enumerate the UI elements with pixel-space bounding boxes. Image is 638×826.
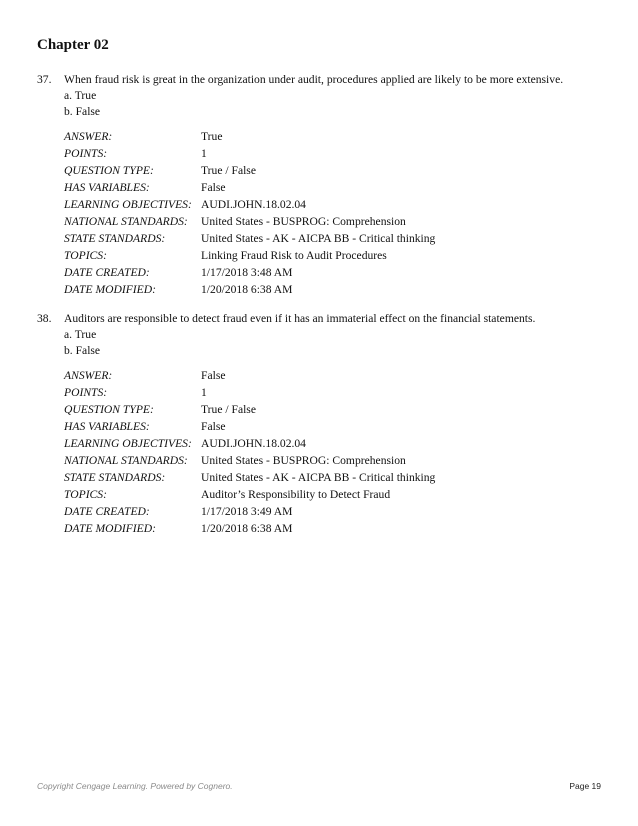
- meta-row-national-standards: [64, 213, 627, 230]
- meta-key: ANSWER:: [64, 369, 113, 382]
- meta-key: LEARNING OBJECTIVES:: [64, 198, 192, 211]
- question-text: When fraud risk is great in the organization under audit, procedures applied are likely to be more extensive.: [64, 73, 564, 86]
- meta-value: United States - AK - AICPA BB - Critical thinking: [201, 232, 436, 245]
- meta-key: DATE CREATED:: [64, 505, 150, 518]
- meta-row-question-type: [64, 162, 627, 179]
- meta-key: TOPICS:: [64, 488, 107, 501]
- meta-value: Auditor’s Responsibility to Detect Fraud: [201, 488, 391, 501]
- meta-row-date-created: [64, 264, 627, 281]
- meta-key: ANSWER:: [64, 130, 113, 143]
- meta-row-national-standards: [64, 452, 627, 469]
- question-number: 37.: [37, 73, 52, 86]
- meta-row-learning-objectives: [64, 435, 627, 452]
- meta-row-state-standards: [64, 230, 627, 247]
- meta-row-topics: [64, 486, 627, 503]
- meta-value: True / False: [201, 164, 256, 177]
- meta-key: POINTS:: [64, 386, 108, 399]
- meta-row-topics: [64, 247, 627, 264]
- meta-key: DATE CREATED:: [64, 266, 150, 279]
- meta-key: LEARNING OBJECTIVES:: [64, 437, 192, 450]
- meta-value: True: [201, 130, 223, 143]
- meta-value: 1: [201, 386, 207, 399]
- meta-value: True / False: [201, 403, 256, 416]
- question-stem: [37, 72, 627, 88]
- meta-row-learning-objectives: [64, 196, 627, 213]
- option-false: b. False: [64, 105, 101, 118]
- question-number: 38.: [37, 312, 52, 325]
- answer-options: [64, 327, 627, 359]
- meta-key: HAS VARIABLES:: [64, 420, 150, 433]
- meta-row-answer: [64, 128, 627, 145]
- meta-key: QUESTION TYPE:: [64, 164, 154, 177]
- meta-row-date-modified: [64, 281, 627, 298]
- page-footer: [37, 781, 601, 791]
- meta-value: 1/20/2018 6:38 AM: [201, 522, 293, 535]
- meta-key: TOPICS:: [64, 249, 107, 262]
- meta-row-answer: [64, 367, 627, 384]
- question-block: [37, 72, 627, 298]
- copyright-notice: Copyright Cengage Learning. Powered by Cognero.: [37, 781, 233, 791]
- meta-value: False: [201, 369, 226, 382]
- meta-value: Linking Fraud Risk to Audit Procedures: [201, 249, 387, 262]
- meta-row-points: [64, 384, 627, 401]
- page-number: Page 19: [569, 781, 601, 791]
- meta-key: QUESTION TYPE:: [64, 403, 154, 416]
- option-true: a. True: [64, 89, 97, 102]
- meta-value: 1: [201, 147, 207, 160]
- meta-row-state-standards: [64, 469, 627, 486]
- meta-value: 1/17/2018 3:48 AM: [201, 266, 293, 279]
- question-metadata: [64, 128, 627, 298]
- question-block: [37, 311, 627, 537]
- meta-value: United States - BUSPROG: Comprehension: [201, 454, 406, 467]
- meta-value: False: [201, 420, 226, 433]
- meta-row-question-type: [64, 401, 627, 418]
- question-text: Auditors are responsible to detect fraud even if it has an immaterial effect on the financial statements.: [64, 312, 536, 325]
- meta-value: 1/17/2018 3:49 AM: [201, 505, 293, 518]
- meta-key: STATE STANDARDS:: [64, 471, 166, 484]
- question-metadata: [64, 367, 627, 537]
- meta-key: NATIONAL STANDARDS:: [64, 215, 188, 228]
- meta-key: DATE MODIFIED:: [64, 283, 156, 296]
- meta-value: United States - BUSPROG: Comprehension: [201, 215, 406, 228]
- meta-row-date-created: [64, 503, 627, 520]
- meta-value: False: [201, 181, 226, 194]
- option-false: b. False: [64, 344, 101, 357]
- meta-value: 1/20/2018 6:38 AM: [201, 283, 293, 296]
- meta-key: POINTS:: [64, 147, 108, 160]
- option-true: a. True: [64, 328, 97, 341]
- meta-key: DATE MODIFIED:: [64, 522, 156, 535]
- meta-row-has-variables: [64, 179, 627, 196]
- meta-row-date-modified: [64, 520, 627, 537]
- meta-key: NATIONAL STANDARDS:: [64, 454, 188, 467]
- question-stem: [37, 311, 627, 327]
- meta-key: STATE STANDARDS:: [64, 232, 166, 245]
- meta-row-has-variables: [64, 418, 627, 435]
- meta-value: AUDI.JOHN.18.02.04: [201, 198, 306, 211]
- meta-value: United States - AK - AICPA BB - Critical thinking: [201, 471, 436, 484]
- chapter-title: Chapter 02: [37, 37, 109, 53]
- meta-key: HAS VARIABLES:: [64, 181, 150, 194]
- meta-value: AUDI.JOHN.18.02.04: [201, 437, 306, 450]
- answer-options: [64, 88, 627, 120]
- meta-row-points: [64, 145, 627, 162]
